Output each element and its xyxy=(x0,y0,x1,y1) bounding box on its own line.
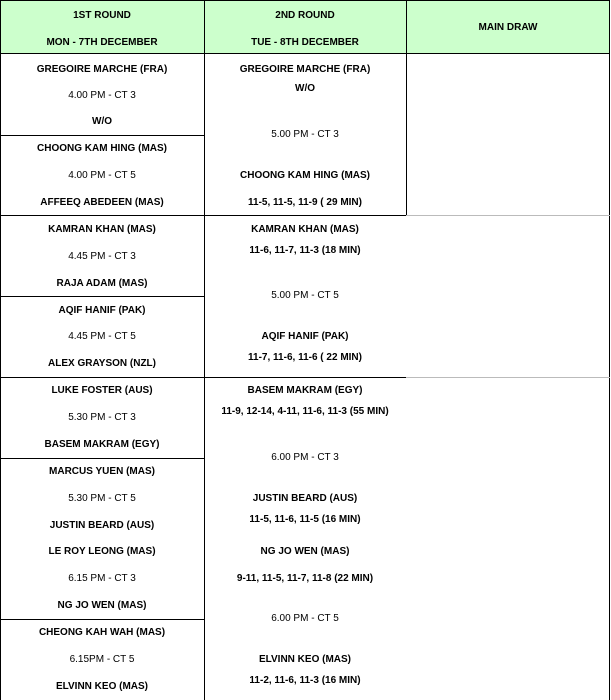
match-6-player2: JUSTIN BEARD (AUS) xyxy=(49,520,155,531)
match-8-player1: CHEONG KAH WAH (MAS) xyxy=(38,627,166,638)
match-8-time: 6.15PM - CT 5 xyxy=(69,654,135,665)
r2-match-2-score1: 11-6, 11-7, 11-3 (18 MIN) xyxy=(249,245,361,256)
match-1-player2: W/O xyxy=(92,116,112,127)
match-4-time: 4.45 PM - CT 5 xyxy=(68,331,136,342)
grid-line xyxy=(0,458,205,459)
match-8-player2: ELVINN KEO (MAS) xyxy=(55,681,149,692)
match-5-player1: LUKE FOSTER (AUS) xyxy=(51,385,153,396)
grid-line xyxy=(0,135,205,136)
match-5-time: 5.30 PM - CT 3 xyxy=(68,412,136,423)
grid-line xyxy=(0,377,205,378)
grid-line xyxy=(204,377,407,378)
match-6-time: 5.30 PM - CT 5 xyxy=(68,493,136,504)
match-1-time: 4.00 PM - CT 3 xyxy=(68,90,136,101)
r2-match-3-winner1: BASEM MAKRAM (EGY) xyxy=(247,385,363,396)
r2-match-3-time: 6.00 PM - CT 3 xyxy=(271,452,339,463)
main-draw-title: MAIN DRAW xyxy=(478,22,538,33)
r2-match-3-score2: 11-5, 11-6, 11-5 (16 MIN) xyxy=(249,514,361,525)
r2-match-4-score2: 11-2, 11-6, 11-3 (16 MIN) xyxy=(249,675,361,686)
match-5-player2: BASEM MAKRAM (EGY) xyxy=(44,439,160,450)
r2-match-1-score2: 11-5, 11-5, 11-9 ( 29 MIN) xyxy=(248,197,362,208)
r2-match-3-winner2: JUSTIN BEARD (AUS) xyxy=(252,493,358,504)
match-3-time: 4.45 PM - CT 3 xyxy=(68,251,136,262)
second-round-title: 2ND ROUND xyxy=(275,10,335,21)
grid-line xyxy=(0,296,205,297)
r2-match-1-winner2: CHOONG KAM HING (MAS) xyxy=(240,170,370,181)
grid-line xyxy=(0,619,205,620)
grid-line xyxy=(204,215,407,216)
r2-match-1-time: 5.00 PM - CT 3 xyxy=(271,129,339,140)
grid-line xyxy=(406,54,407,216)
r2-match-1-winner1: GREGOIRE MARCHE (FRA) xyxy=(239,64,371,75)
match-3-player2: RAJA ADAM (MAS) xyxy=(56,278,148,289)
match-2-time: 4.00 PM - CT 5 xyxy=(68,170,136,181)
r2-match-2-time: 5.00 PM - CT 5 xyxy=(271,290,339,301)
r2-match-2-winner1: KAMRAN KHAN (MAS) xyxy=(251,224,359,235)
match-3-player1: KAMRAN KHAN (MAS) xyxy=(48,224,156,235)
match-4-player2: ALEX GRAYSON (NZL) xyxy=(48,358,156,369)
match-1-player1: GREGOIRE MARCHE (FRA) xyxy=(36,64,168,75)
grid-line xyxy=(0,215,205,216)
match-7-player2: NG JO WEN (MAS) xyxy=(57,600,147,611)
r2-match-1-score1: W/O xyxy=(295,83,315,94)
r2-match-3-score1: 11-9, 12-14, 4-11, 11-6, 11-3 (55 MIN) xyxy=(221,406,389,417)
match-7-time: 6.15 PM - CT 3 xyxy=(68,573,136,584)
grid-line xyxy=(406,377,610,378)
r2-match-4-winner1: NG JO WEN (MAS) xyxy=(260,546,350,557)
match-6-player1: MARCUS YUEN (MAS) xyxy=(49,466,155,477)
r2-match-4-time: 6.00 PM - CT 5 xyxy=(271,613,339,624)
second-round-date: TUE - 8TH DECEMBER xyxy=(251,37,359,48)
r2-match-4-score1: 9-11, 11-5, 11-7, 11-8 (22 MIN) xyxy=(236,573,374,584)
match-7-player1: LE ROY LEONG (MAS) xyxy=(48,546,156,557)
r2-match-2-score2: 11-7, 11-6, 11-6 ( 22 MIN) xyxy=(248,352,362,363)
match-2-player1: CHOONG KAM HING (MAS) xyxy=(37,143,167,154)
match-2-player2: AFFEEQ ABEDEEN (MAS) xyxy=(40,197,164,208)
r2-match-2-winner2: AQIF HANIF (PAK) xyxy=(261,331,349,342)
match-4-player1: AQIF HANIF (PAK) xyxy=(58,305,146,316)
grid-line xyxy=(406,215,610,216)
r2-match-4-winner2: ELVINN KEO (MAS) xyxy=(258,654,352,665)
first-round-title: 1ST ROUND xyxy=(73,10,131,21)
first-round-date: MON - 7TH DECEMBER xyxy=(46,37,158,48)
